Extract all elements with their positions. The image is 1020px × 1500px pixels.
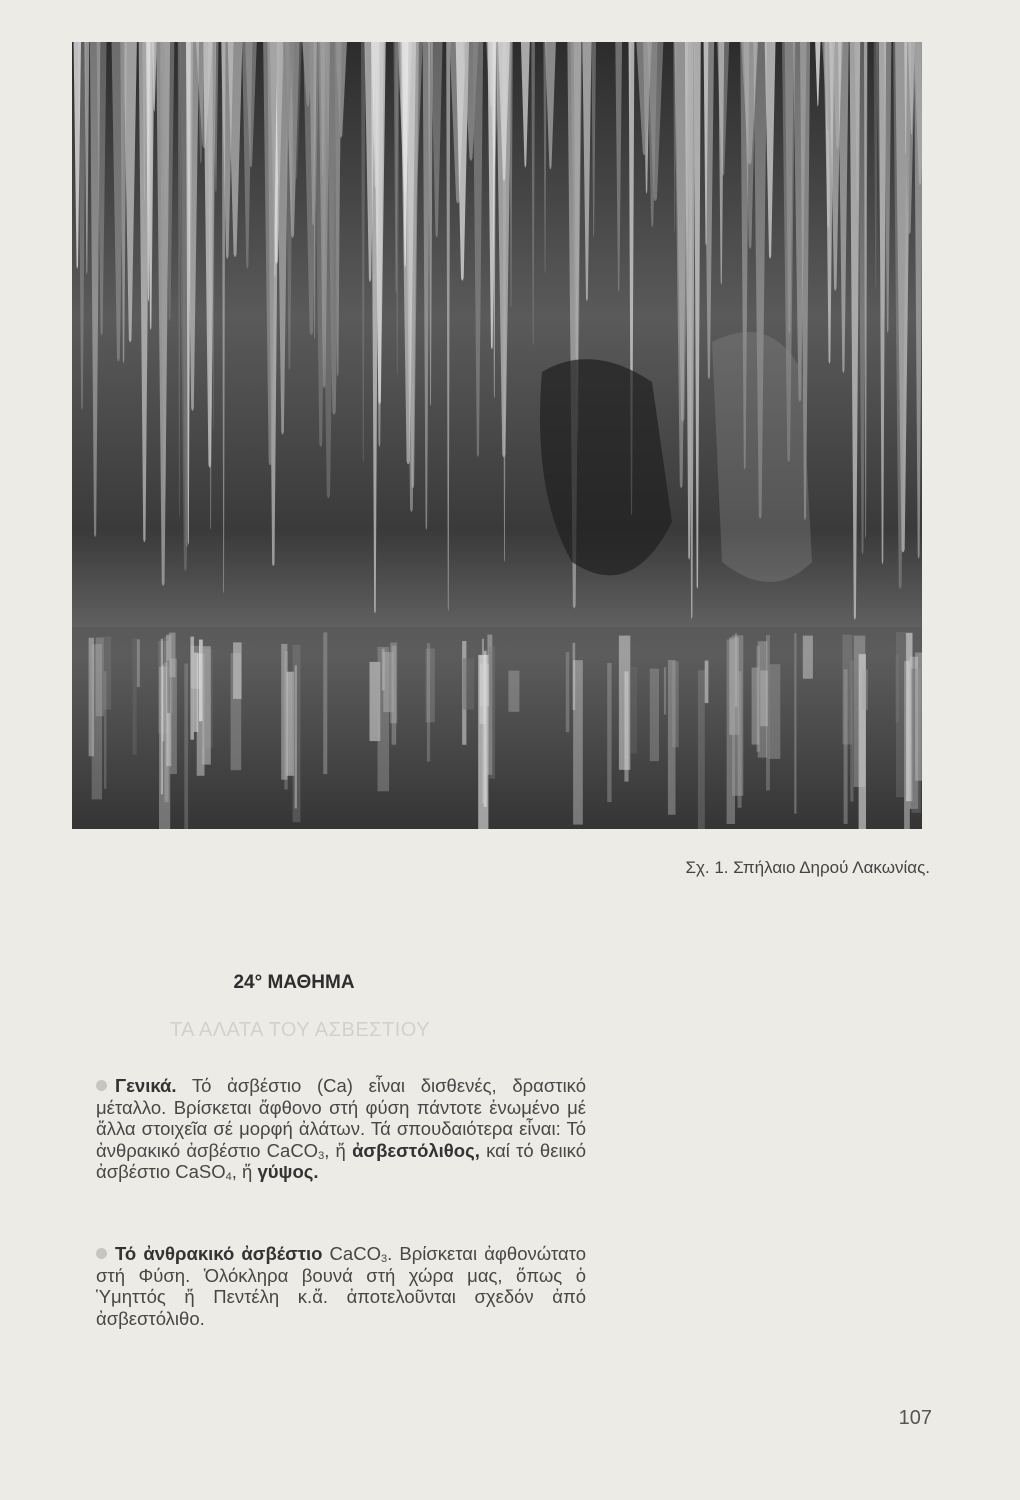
bullet-icon — [96, 1248, 107, 1259]
water-reflection-shape — [705, 661, 709, 704]
water-reflection-shape — [378, 647, 390, 791]
water-reflection-shape — [233, 642, 242, 699]
water-reflection-shape — [92, 644, 102, 799]
water-reflection-shape — [104, 671, 106, 789]
stalactite-cave-image — [72, 42, 922, 829]
water-reflection-shape — [323, 632, 327, 774]
paragraph-heading: Τό ἀνθρακικό ἀσβέστιο — [115, 1243, 323, 1264]
water-reflection-shape — [137, 639, 140, 687]
page-number: 107 — [898, 1407, 932, 1429]
water-reflection-shape — [915, 653, 922, 781]
water-reflection-shape — [672, 661, 679, 747]
subscript: 4 — [225, 1171, 232, 1183]
paragraph-text: καί τό θειικό ἀσβέστιο CaSO — [96, 1139, 586, 1182]
lesson-number: 24° ΜΑΘΗΜΑ — [233, 972, 355, 993]
water-reflection-shape — [664, 667, 666, 714]
water-reflection-shape — [508, 671, 519, 712]
paragraph-text: CaCO — [322, 1243, 381, 1264]
paragraph-text: . Βρίσκεται ἀφθονώτατο στή Φύση. Ὁλόκληρα βουνά στή χώρα μας, ὅπως ὁ Ὑμηττός ἤ Πεντέλη κ.ἄ. ἀποτελοῦνται σχεδόν ἀπό ἀσβεστόλιθο. — [96, 1243, 586, 1329]
water-reflection-shape — [103, 637, 111, 710]
subscript: 3 — [380, 1253, 388, 1265]
water-reflection-shape — [698, 670, 705, 829]
water-reflection-shape — [738, 671, 742, 808]
paragraph-text: , ἤ — [231, 1161, 258, 1182]
term-limestone: ἀσβεστόλιθος, — [352, 1139, 480, 1161]
water-reflection-shape — [463, 658, 474, 709]
cave-photo — [72, 42, 922, 829]
water-reflection-shape — [735, 633, 738, 707]
water-reflection-shape — [566, 652, 570, 732]
water-reflection-shape — [202, 646, 211, 764]
bullet-icon — [96, 1080, 107, 1091]
subscript: 3 — [318, 1149, 325, 1162]
water-reflection-shape — [170, 659, 177, 775]
paragraph-calcium-carbonate — [96, 1243, 586, 1329]
water-reflection-shape — [650, 669, 659, 762]
water-reflection-shape — [630, 667, 637, 753]
water-reflection-shape — [190, 637, 194, 740]
paragraph-text: , ἤ — [324, 1139, 353, 1161]
water-reflection-shape — [794, 633, 796, 814]
water-reflection-shape — [184, 664, 188, 830]
term-gypsum: γύψος. — [257, 1161, 319, 1182]
water-reflection-shape — [896, 632, 907, 797]
water-reflection-shape — [295, 665, 297, 808]
water-reflection-shape — [862, 669, 868, 709]
water-reflection-shape — [768, 664, 780, 759]
paragraph-text: Τό ἀσβέστιο (Ca) εἶναι δισθενές, δραστικό μέταλλο. Βρίσκεται ἄφθονο στή φύση πάντοτε ἑνωμένο μέ ἄλλα στοιχεῖα σέ μορφή ἀλάτων. Τά σπουδαιότερα εἶναι: Τό ἀνθρακικό ἀσβέστιο CaCO — [96, 1075, 586, 1161]
water-reflection-shape — [194, 653, 198, 732]
paragraph-general — [96, 1075, 586, 1183]
water-reflection-shape — [757, 646, 760, 752]
water-reflection-shape — [281, 644, 287, 780]
water-reflection-shape — [607, 663, 611, 802]
water-reflection-shape — [427, 643, 430, 761]
water-reflection-shape — [489, 647, 495, 779]
water-reflection-shape — [133, 638, 137, 755]
water-reflection-shape — [803, 636, 813, 679]
lesson-title: ΤΑ ΑΛΑΤΑ ΤΟΥ ΑΣΒΕΣΤΙΟΥ — [169, 1019, 431, 1041]
water-reflection-shape — [844, 669, 848, 824]
water-reflection-shape — [392, 646, 397, 745]
water-reflection-shape — [624, 671, 628, 781]
figure-caption: Σχ. 1. Σπήλαιο Δηρού Λακωνίας. — [685, 858, 930, 877]
water-reflection-shape — [573, 660, 583, 824]
paragraph-heading: Γενικά. — [115, 1075, 177, 1096]
